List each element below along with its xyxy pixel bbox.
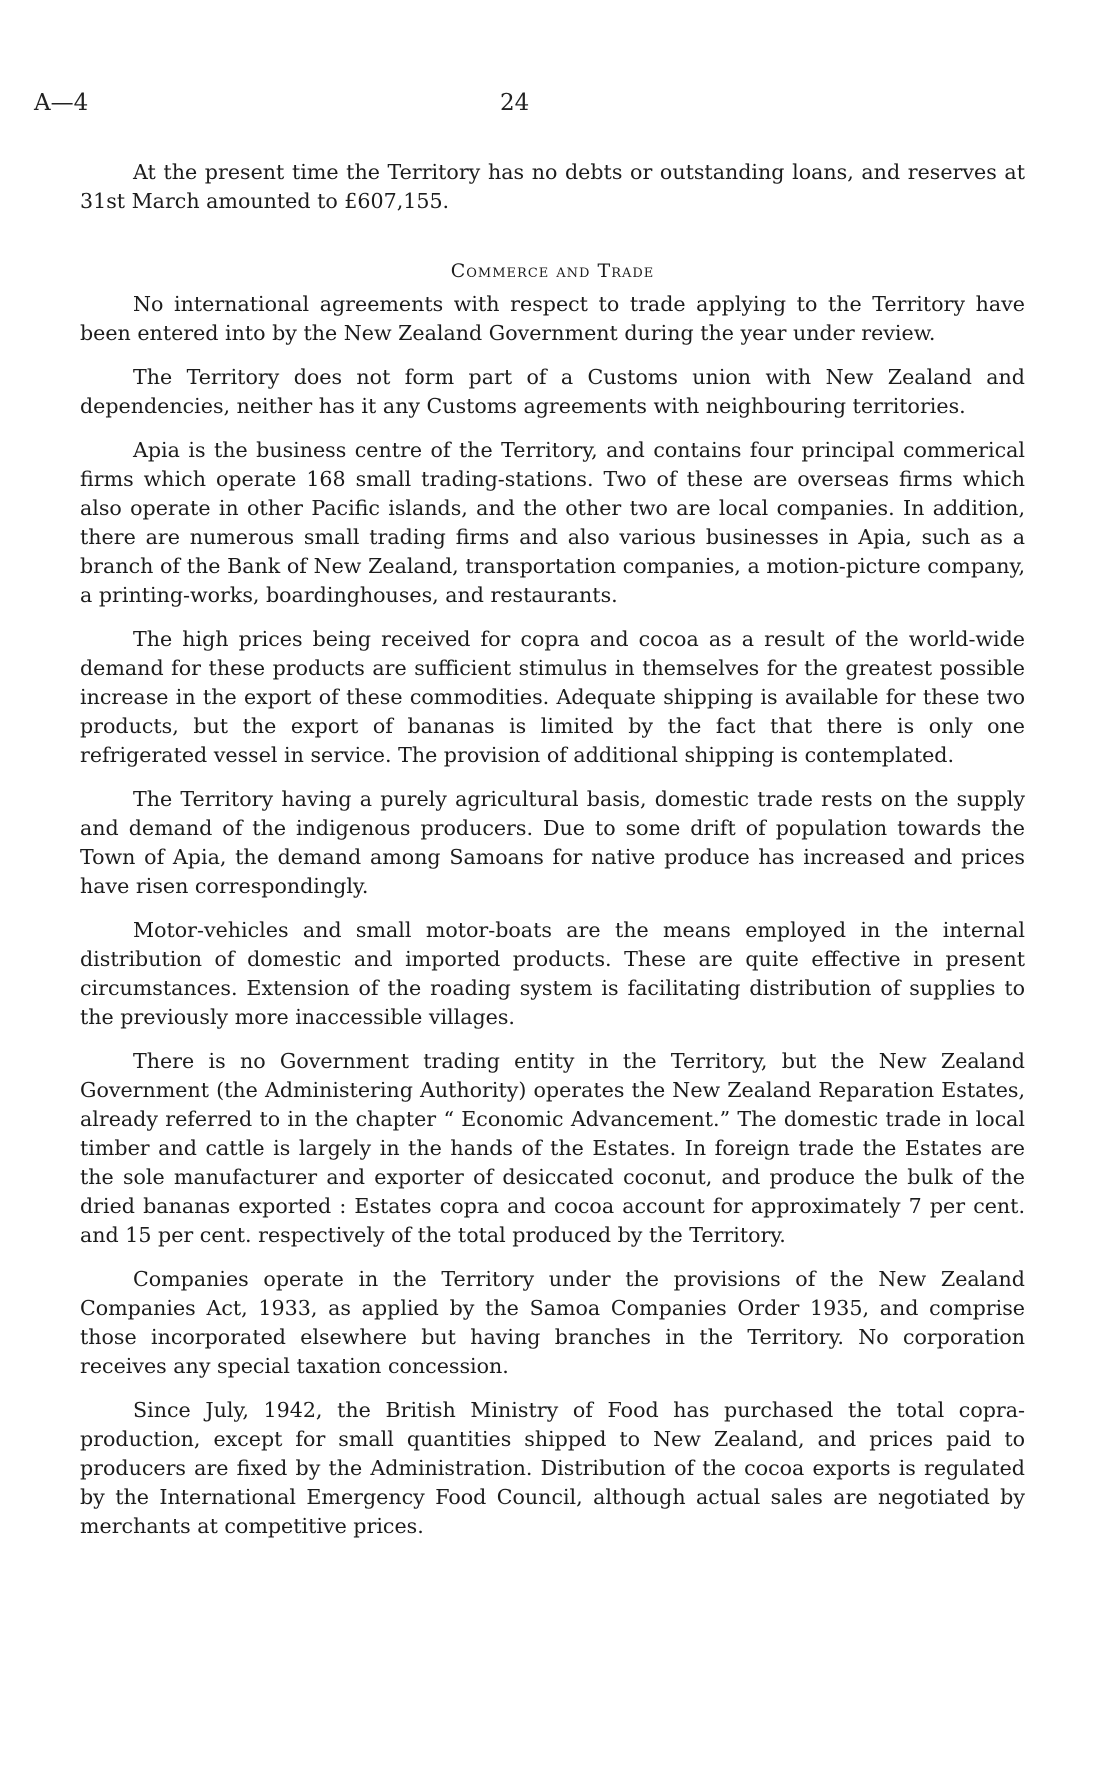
page-reference: A—4	[34, 90, 89, 116]
paragraph-ministry-of-food: Since July, 1942, the British Ministry of Food has purchased the total copra-production, except for small quantities shipped to New Zealand, and prices paid to producers are fixed by the Administration. Distribution of the cocoa exports is regulated by the International Emergency Food Council, although actual sales are negotiated by merchants at competitive prices.	[80, 1398, 1025, 1538]
paragraph-reparation-estates: There is no Government trading entity in the Territory, but the New Zealand Government (the Administering Authority) operates the New Zealand Reparation Estates, already referred to in the chapter “ Economic Advancement.” The domestic trade in local timber and cattle is largely in the hands of the Estates. In foreign trade the Estates are the sole manufacturer and exporter of desiccated coconut, and produce the bulk of the dried bananas exported : Estates copra and cocoa account for approximately 7 per cent. and 15 per cent. respectively of the total produced by the Territory.	[80, 1049, 1025, 1247]
intro-paragraph: At the present time the Territory has no debts or outstanding loans, and reserves at 31st March amounted to £607,155.	[80, 160, 1025, 213]
body-text	[80, 158, 1025, 1556]
section-heading: Commerce and Trade	[450, 260, 655, 282]
paragraph-internal-distribution: Motor-vehicles and small motor-boats are the means employed in the internal distribution of domestic and imported products. These are quite effective in present circumstances. Extension of the roading system is facilitating distribution of supplies to the previously more inaccessible villages.	[80, 918, 1025, 1029]
paragraph-trade-agreements: No international agreements with respect to trade applying to the Territory have been entered into by the New Zealand Government during the year under review.	[80, 292, 1025, 345]
paragraph-companies: Companies operate in the Territory under the provisions of the New Zealand Companies Act, 1933, as applied by the Samoa Companies Order 1935, and comprise those incorporated elsewhere but having branches in the Territory. No corporation receives any special taxation concession.	[80, 1267, 1025, 1378]
paragraph-copra-cocoa-prices: The high prices being received for copra and cocoa as a result of the world-wide demand for these products are sufficient stimulus in themselves for the greatest possible increase in the export of these commodities. Adequate shipping is available for these two products, but the export of bananas is limited by the fact that there is only one refrigerated vessel in service. The provision of additional shipping is contemplated.	[80, 627, 1025, 767]
page-number: 24	[500, 90, 530, 116]
paragraph-customs-union: The Territory does not form part of a Customs union with New Zealand and dependencies, neither has it any Customs agreements with neighbouring territories.	[80, 365, 1025, 418]
paragraph-apia-business: Apia is the business centre of the Territory, and contains four principal commerical firms which operate 168 small trading-stations. Two of these are overseas firms which also operate in other Pacific islands, and the other two are local companies. In addition, there are numerous small trading firms and also various businesses in Apia, such as a branch of the Bank of New Zealand, transportation companies, a motion-picture company, a printing-works, boardinghouses, and restaurants.	[80, 438, 1025, 607]
paragraph-domestic-trade: The Territory having a purely agricultural basis, domestic trade rests on the supply and demand of the indigenous producers. Due to some drift of population towards the Town of Apia, the demand among Samoans for native produce has increased and prices have risen correspondingly.	[80, 787, 1025, 898]
page-header	[34, 90, 1034, 120]
